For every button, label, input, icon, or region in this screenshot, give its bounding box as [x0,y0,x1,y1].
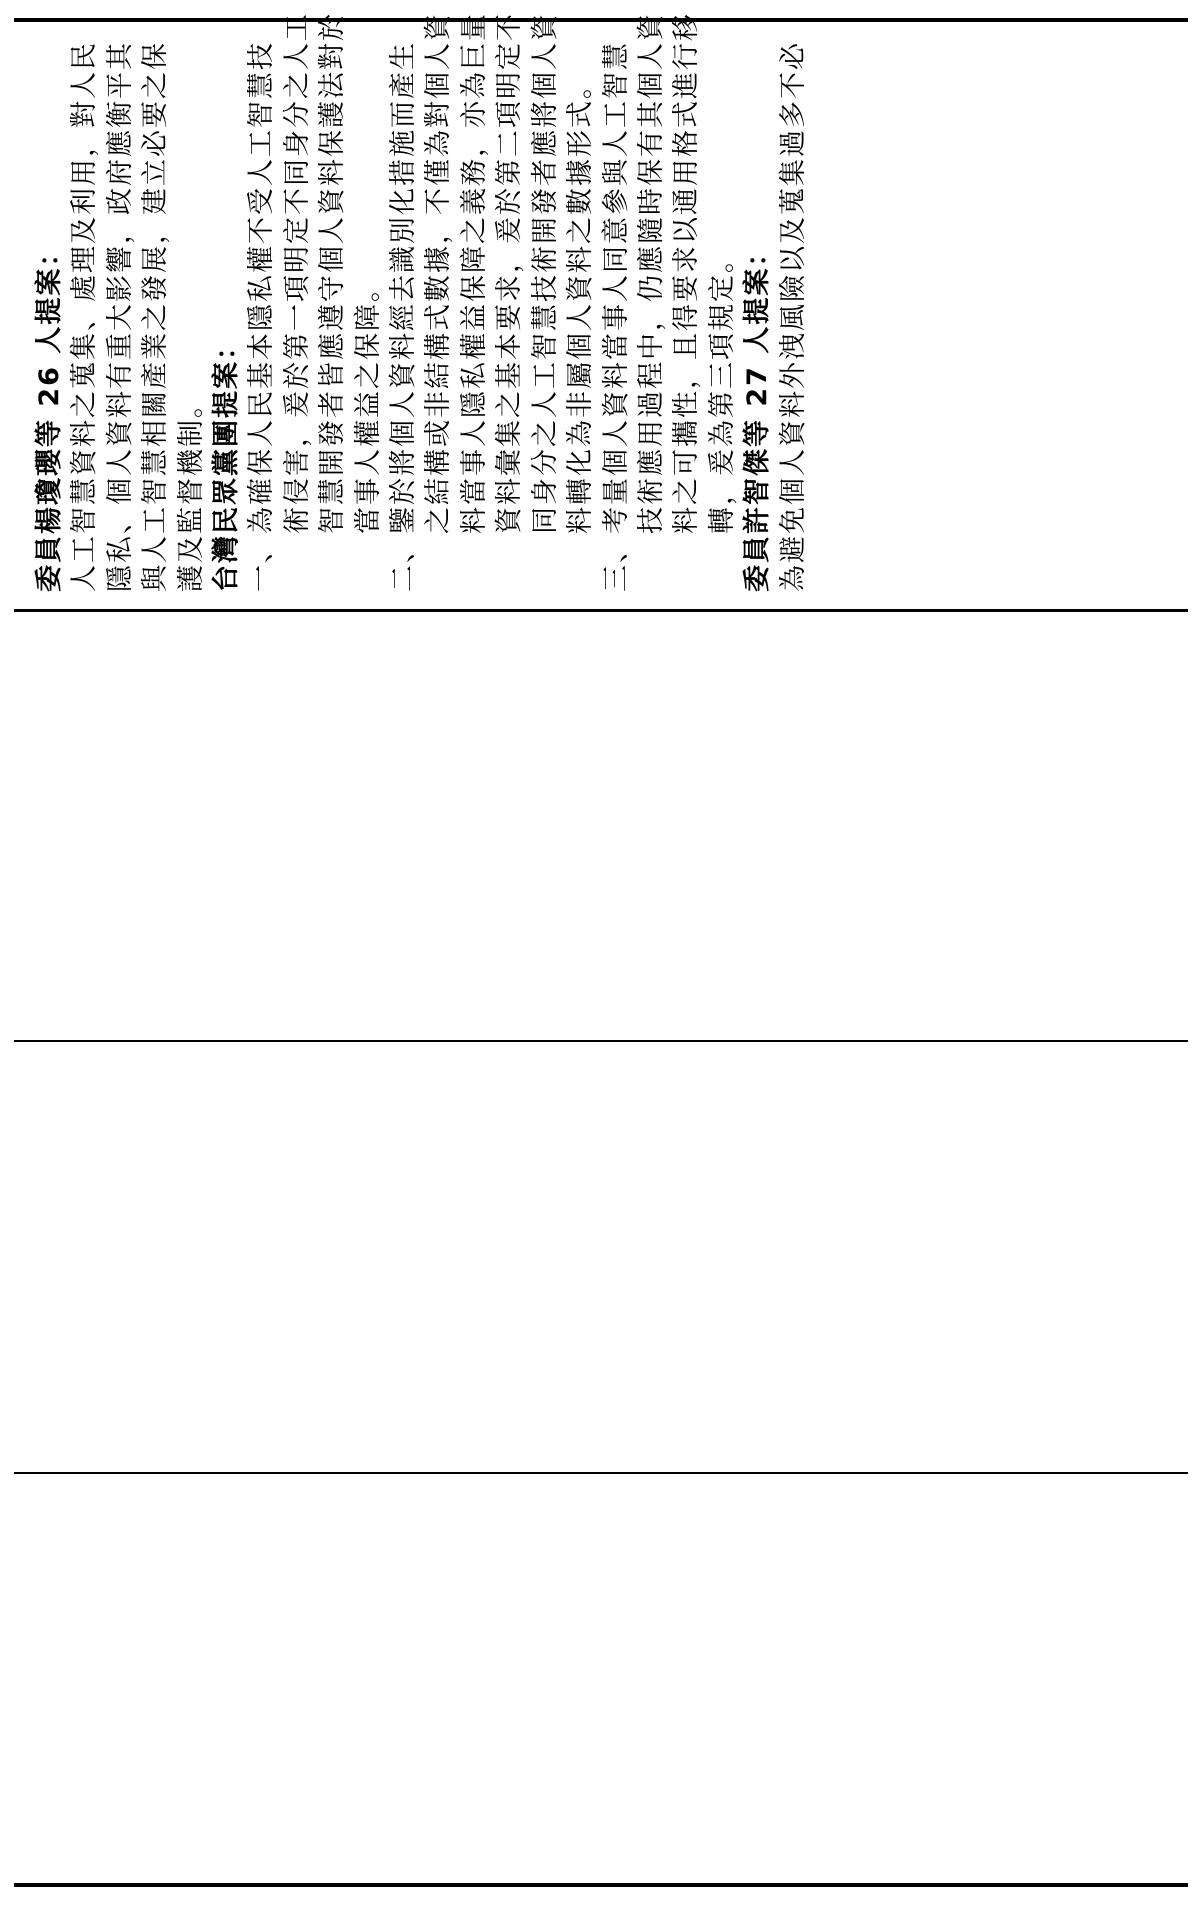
list-item-line: 之結構或非結構式數據，不僅為對個人資 [423,12,455,534]
list-item-line: 術侵害，爰於第一項明定不同身分之人工 [281,12,313,534]
table-bottom-border [14,1883,1188,1887]
list-item-line: 資料彙集之基本要求，爰於第二項明定不 [494,12,526,534]
empty-cell [14,1042,1188,1472]
proposal-heading: 委員許智傑等 27 人提案： [742,237,774,592]
list-marker: 一、 [246,534,278,592]
proposal-text-line: 護及監督機制。 [175,389,207,592]
list-item-text: 考量個人資料當事人同意參與人工智慧 [600,41,632,534]
list-item-line: 智慧開發者皆應遵守個人資料保護法對於 [317,12,349,534]
proposal-heading: 委員楊瓊瓔等 26 人提案： [34,237,65,592]
proposal-text-line: 隱私、個人資料有重大影響，政府應衡平其 [104,41,136,592]
list-item-text: 為確保人民基本隱私權不受人工智慧技 [246,41,278,534]
list-item-line: 轉，爰為第三項規定。 [706,244,738,534]
list-item-line: 料之可攜性，且得要求以通用格式進行移 [671,12,703,534]
list-item-first-line [386,32,421,592]
explanation-cell [0,12,1204,602]
list-item-line: 技術應用過程中，仍應隨時保有其個人資 [635,12,667,534]
list-item-line: 料轉化為非屬個人資料之數據形式。 [565,70,597,534]
proposal-text-line: 人工智慧資料之蒐集、處理及利用，對人民 [69,41,101,592]
list-item-line: 料當事人隱私權益保障之義務，亦為巨量 [458,12,490,534]
list-item-first-line [599,32,634,592]
proposal-text-line: 與人工智慧相關產業之發展，建立必要之保 [140,41,172,592]
proposal-heading: 台灣民眾黨團提案： [211,331,243,592]
rotated-text-block [14,12,1188,602]
list-marker: 三、 [600,534,632,592]
list-item-text: 鑒於將個人資料經去識別化措施而產生 [388,41,420,534]
list-item-line: 當事人權益之保障。 [352,273,384,534]
list-marker: 二、 [388,534,420,592]
empty-cell [14,1474,1188,1883]
empty-cell [14,612,1188,1040]
proposal-text-line: 為避免個人資料外洩風險以及蒐集過多不必 [777,41,809,592]
list-item-first-line [244,32,279,592]
list-item-line: 同身分之人工智慧技術開發者應將個人資 [529,12,561,534]
